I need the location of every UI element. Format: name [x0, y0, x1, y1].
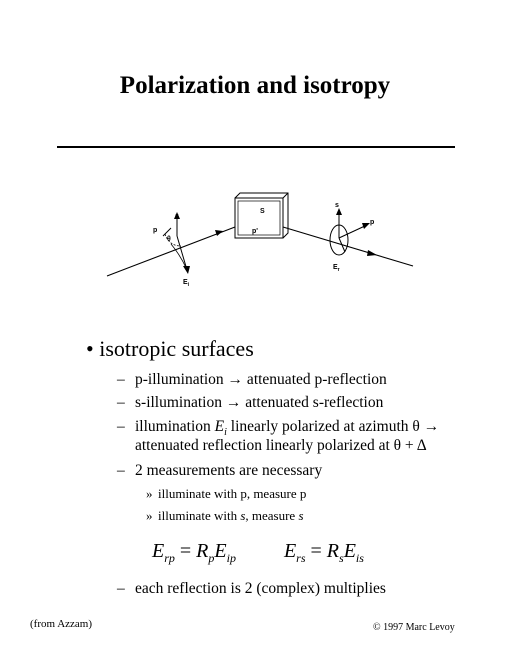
- label-theta: θ: [167, 236, 171, 243]
- sample-cube: [235, 193, 288, 238]
- source-note: (from Azzam): [30, 618, 92, 630]
- label-p-left: p: [153, 227, 158, 234]
- bullet-text: isotropic surfaces: [99, 336, 254, 361]
- equation-s: $E_{rs} = R_sE_{is}$: [283, 540, 364, 565]
- label-s-right: s: [335, 202, 339, 209]
- page-title: Polarization and isotropy: [119, 72, 391, 99]
- reflected-polarization: [330, 208, 370, 255]
- main-bullet: [86, 336, 254, 362]
- list-item: – illumination $E_i$ linearly polarized at azimuth θ → attenuated reflection linearly polarized at θ + Δ: [117, 418, 440, 454]
- label-s-left: s: [175, 213, 179, 220]
- reflected-ray: [283, 227, 413, 266]
- title-rule: [57, 146, 455, 148]
- copyright: © 1997 Marc Levoy: [373, 622, 455, 633]
- equations: [152, 540, 364, 566]
- label-p-right: p: [370, 219, 375, 226]
- label-ei: $E_i$: [183, 279, 190, 288]
- bullet-marker: •: [86, 336, 94, 361]
- label-p-surface: p': [252, 228, 258, 235]
- sub-list-item: » illuminate with p, measure p: [146, 486, 307, 501]
- incident-arrow: [215, 230, 223, 236]
- reflected-arrow: [367, 250, 377, 256]
- sub-list-item: » illuminate with s, measure s: [146, 508, 304, 523]
- incident-polarization: [163, 212, 190, 274]
- label-s-surface: S: [260, 208, 265, 215]
- incident-ray: [107, 227, 235, 276]
- equation-p: $E_{rp} = R_pE_{ip}$: [152, 540, 236, 565]
- label-er: $E_r$: [333, 264, 340, 273]
- reflection-diagram: [95, 190, 425, 300]
